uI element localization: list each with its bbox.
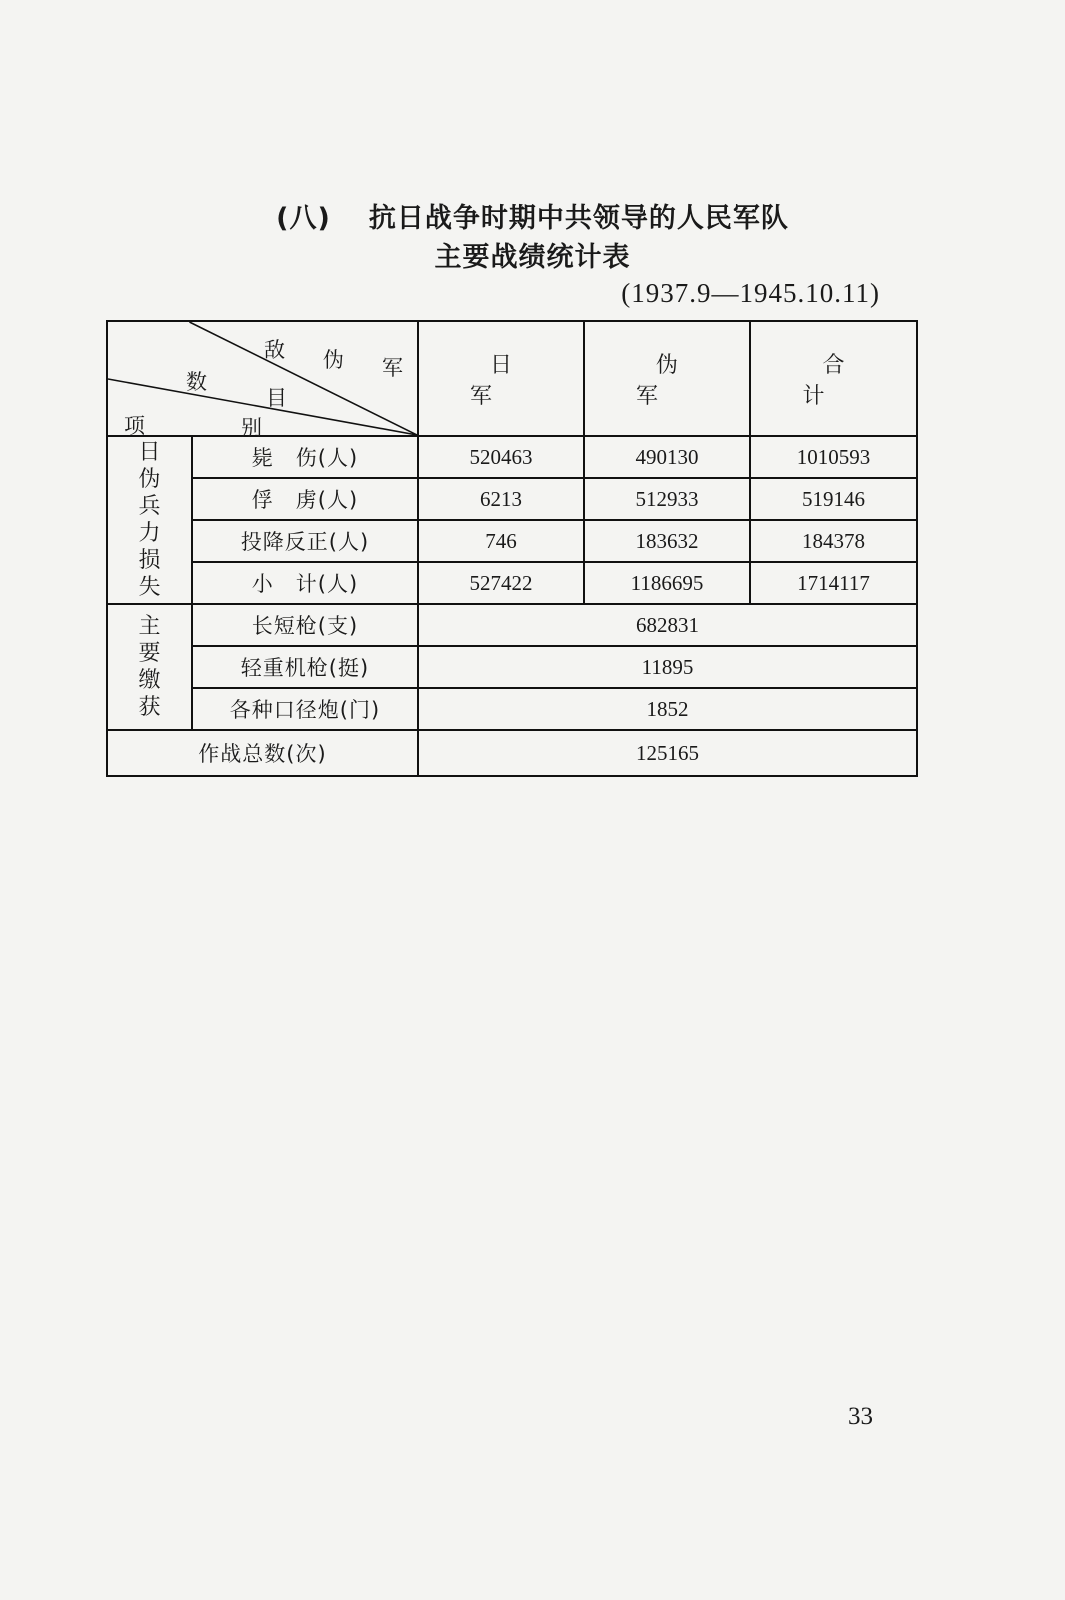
group-char: 日 bbox=[138, 440, 161, 465]
table-row bbox=[107, 604, 917, 646]
title-number: (八) bbox=[276, 203, 331, 234]
row-label-killed-wounded: 毙 伤(人) bbox=[192, 436, 418, 478]
group-char: 缴 bbox=[138, 668, 161, 693]
row-label-captured: 俘 虏(人) bbox=[192, 478, 418, 520]
cell-puppet: 183632 bbox=[584, 520, 750, 562]
title-line-1 bbox=[0, 196, 1065, 235]
group-char: 伪 bbox=[138, 467, 161, 492]
corner-label-bie: 别 bbox=[241, 416, 262, 440]
col-header-total: 合 计 bbox=[750, 321, 917, 436]
cell-puppet: 1186695 bbox=[584, 562, 750, 604]
cell-merged-value: 11895 bbox=[418, 646, 917, 688]
cell-puppet: 512933 bbox=[584, 478, 750, 520]
corner-label-puppet: 伪 bbox=[323, 348, 344, 372]
table-row bbox=[107, 478, 917, 520]
row-label-total-battles: 作战总数(次) bbox=[107, 730, 418, 776]
corner-label-army: 军 bbox=[382, 356, 403, 380]
table-row bbox=[107, 646, 917, 688]
row-label-subtotal: 小 计(人) bbox=[192, 562, 418, 604]
group-char: 损 bbox=[138, 548, 161, 573]
group-char: 兵 bbox=[138, 494, 161, 519]
row-label-rifles: 长短枪(支) bbox=[192, 604, 418, 646]
cell-merged-value: 1852 bbox=[418, 688, 917, 730]
cell-total: 184378 bbox=[750, 520, 917, 562]
cell-puppet: 490130 bbox=[584, 436, 750, 478]
cell-total-battles: 125165 bbox=[418, 730, 917, 776]
group-label-losses bbox=[107, 436, 192, 604]
col-header-puppet: 伪 军 bbox=[584, 321, 750, 436]
table-row bbox=[107, 436, 917, 478]
date-range: (1937.9—1945.10.11) bbox=[621, 278, 880, 308]
corner-header-cell bbox=[107, 321, 418, 440]
cell-japanese: 746 bbox=[418, 520, 584, 562]
cell-japanese: 6213 bbox=[418, 478, 584, 520]
corner-label-enemy: 敌 bbox=[264, 338, 285, 362]
diagonal-lines bbox=[108, 322, 417, 435]
table-row bbox=[107, 520, 917, 562]
page-number: 33 bbox=[848, 1403, 873, 1430]
header-row bbox=[107, 321, 917, 436]
table-row bbox=[107, 562, 917, 604]
cell-merged-value: 682831 bbox=[418, 604, 917, 646]
cell-total: 1714117 bbox=[750, 562, 917, 604]
row-label-machine-guns: 轻重机枪(挺) bbox=[192, 646, 418, 688]
col-header-japanese: 日 军 bbox=[418, 321, 584, 436]
corner-label-shu: 数 bbox=[186, 370, 207, 394]
group-char: 力 bbox=[138, 521, 161, 546]
corner-label-mu: 目 bbox=[266, 386, 287, 410]
cell-japanese: 527422 bbox=[418, 562, 584, 604]
table-row bbox=[107, 688, 917, 730]
group-char: 失 bbox=[138, 575, 161, 600]
row-label-artillery: 各种口径炮(门) bbox=[192, 688, 418, 730]
stats-table bbox=[106, 320, 947, 777]
group-char: 获 bbox=[138, 695, 161, 720]
corner-label-xiang: 项 bbox=[124, 414, 145, 438]
cell-total: 519146 bbox=[750, 478, 917, 520]
title-text-1: 抗日战争时期中共领导的人民军队 bbox=[368, 203, 789, 234]
group-char: 要 bbox=[138, 641, 161, 666]
group-char: 主 bbox=[138, 614, 161, 639]
title-line-2: 主要战绩统计表 bbox=[434, 242, 631, 273]
cell-japanese: 520463 bbox=[418, 436, 584, 478]
row-label-surrendered: 投降反正(人) bbox=[192, 520, 418, 562]
table-row-total bbox=[107, 730, 917, 776]
cell-total: 1010593 bbox=[750, 436, 917, 478]
group-label-captured bbox=[107, 604, 192, 730]
